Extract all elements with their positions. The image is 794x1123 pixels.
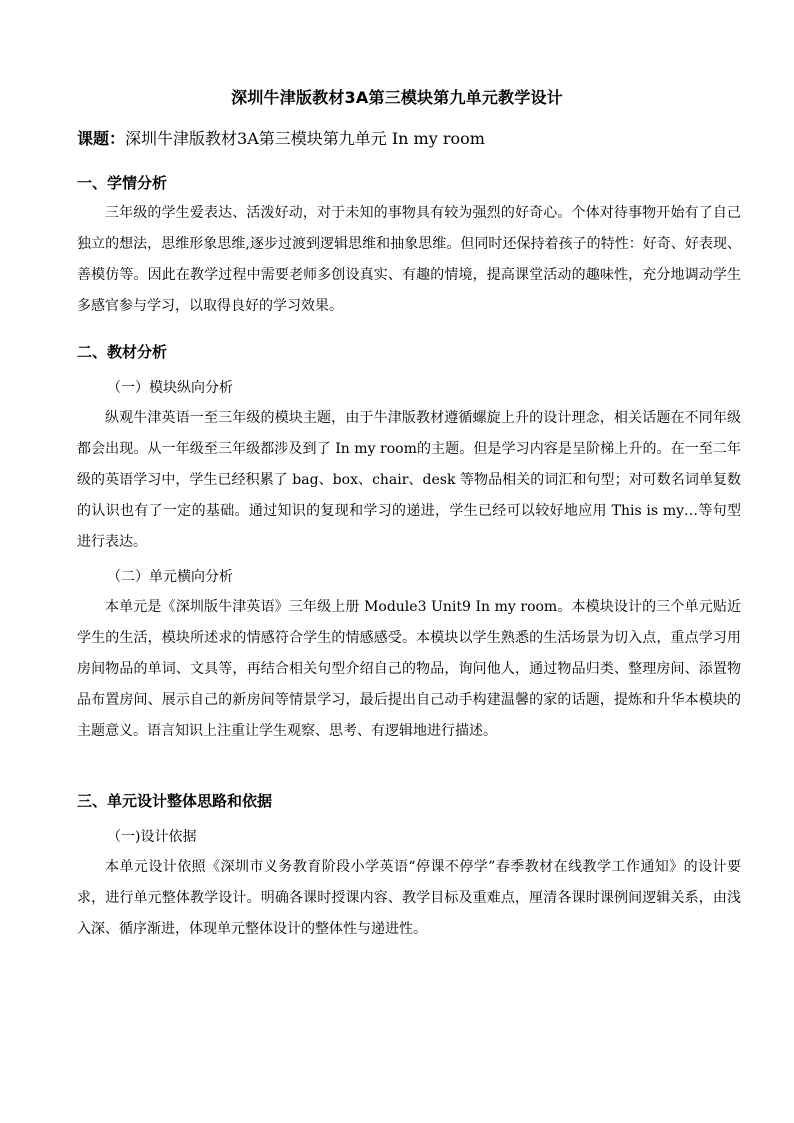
document-title: 深圳牛津版教材3A第三模块第九单元教学设计 (231, 88, 563, 107)
paragraph-unit-horizontal-analysis: 本单元是《深圳版牛津英语》三年级上册 Module3 Unit9 In my room。本模块设计的三个单元贴近学生的生活，模块所述求的情感符合学生的情感感受。本模块以学生熟悉的生活场景为切入点，重点学习用房间物品的单词、文具等，再结合相关句型介绍自己的物品，询问他人，通过物品归类、整理房间、添置物品布置房间、展示自己的新房间等情景学习，最后提出自己动手构建温馨的家的话题，提炼和升华本模块的主题意义。语言知识上注重让学生观察、思考、有逻辑地进行描述。 (77, 599, 741, 739)
section-heading-learner-analysis: 一、学情分析 (77, 174, 168, 192)
section-heading-unit-design: 三、单元设计整体思路和依据 (77, 792, 273, 810)
paragraph-design-basis: 本单元设计依照《深圳市义务教育阶段小学英语“停课不停学”春季教材在线教学工作通知》的设计要求，进行单元整体教学设计。明确各课时授课内容、教学目标及重难点，厘清各课时课例间逻辑关系，由浅入深、循序渐进，体现单元整体设计的整体性与递进性。 (77, 859, 741, 937)
subheading-unit-horizontal-analysis: （二）单元横向分析 (107, 569, 233, 585)
paragraph-module-vertical-analysis: 纵观牛津英语一至三年级的模块主题，由于牛津版教材遵循螺旋上升的设计理念，相关话题在不同年级都会出现。从一年级至三年级都涉及到了 In my room的主题。但是学习内容是呈阶梯上升的。在一至二年级的英语学习中，学生已经积累了 bag、box、chair、desk 等物品相关的词汇和句型；对可数名词单复数的认识也有了一定的基础。通过知识的复现和学习的递进，学生已经可以较好地应用 This is my…等句型进行表达。 (77, 410, 741, 550)
subheading-module-vertical-analysis: （一）模块纵向分析 (107, 380, 233, 396)
subject-value: 深圳牛津版教材3A第三模块第九单元 In my room (125, 129, 485, 148)
lesson-subject (77, 127, 485, 151)
paragraph-learner-analysis: 三年级的学生爱表达、活泼好动，对于未知的事物具有较为强烈的好奇心。个体对待事物开始有了自己独立的想法，思维形象思维,逐步过渡到逻辑思维和抽象思维。但同时还保持着孩子的特性：好奇、好表现、善模仿等。因此在教学过程中需要老师多创设真实、有趣的情境，提高课堂活动的趣味性，充分地调动学生多感官参与学习，以取得良好的学习效果。 (77, 205, 741, 314)
section-heading-material-analysis: 二、教材分析 (77, 343, 168, 361)
subheading-design-basis: （一)设计依据 (107, 829, 197, 845)
subject-label: 课题： (77, 129, 126, 148)
